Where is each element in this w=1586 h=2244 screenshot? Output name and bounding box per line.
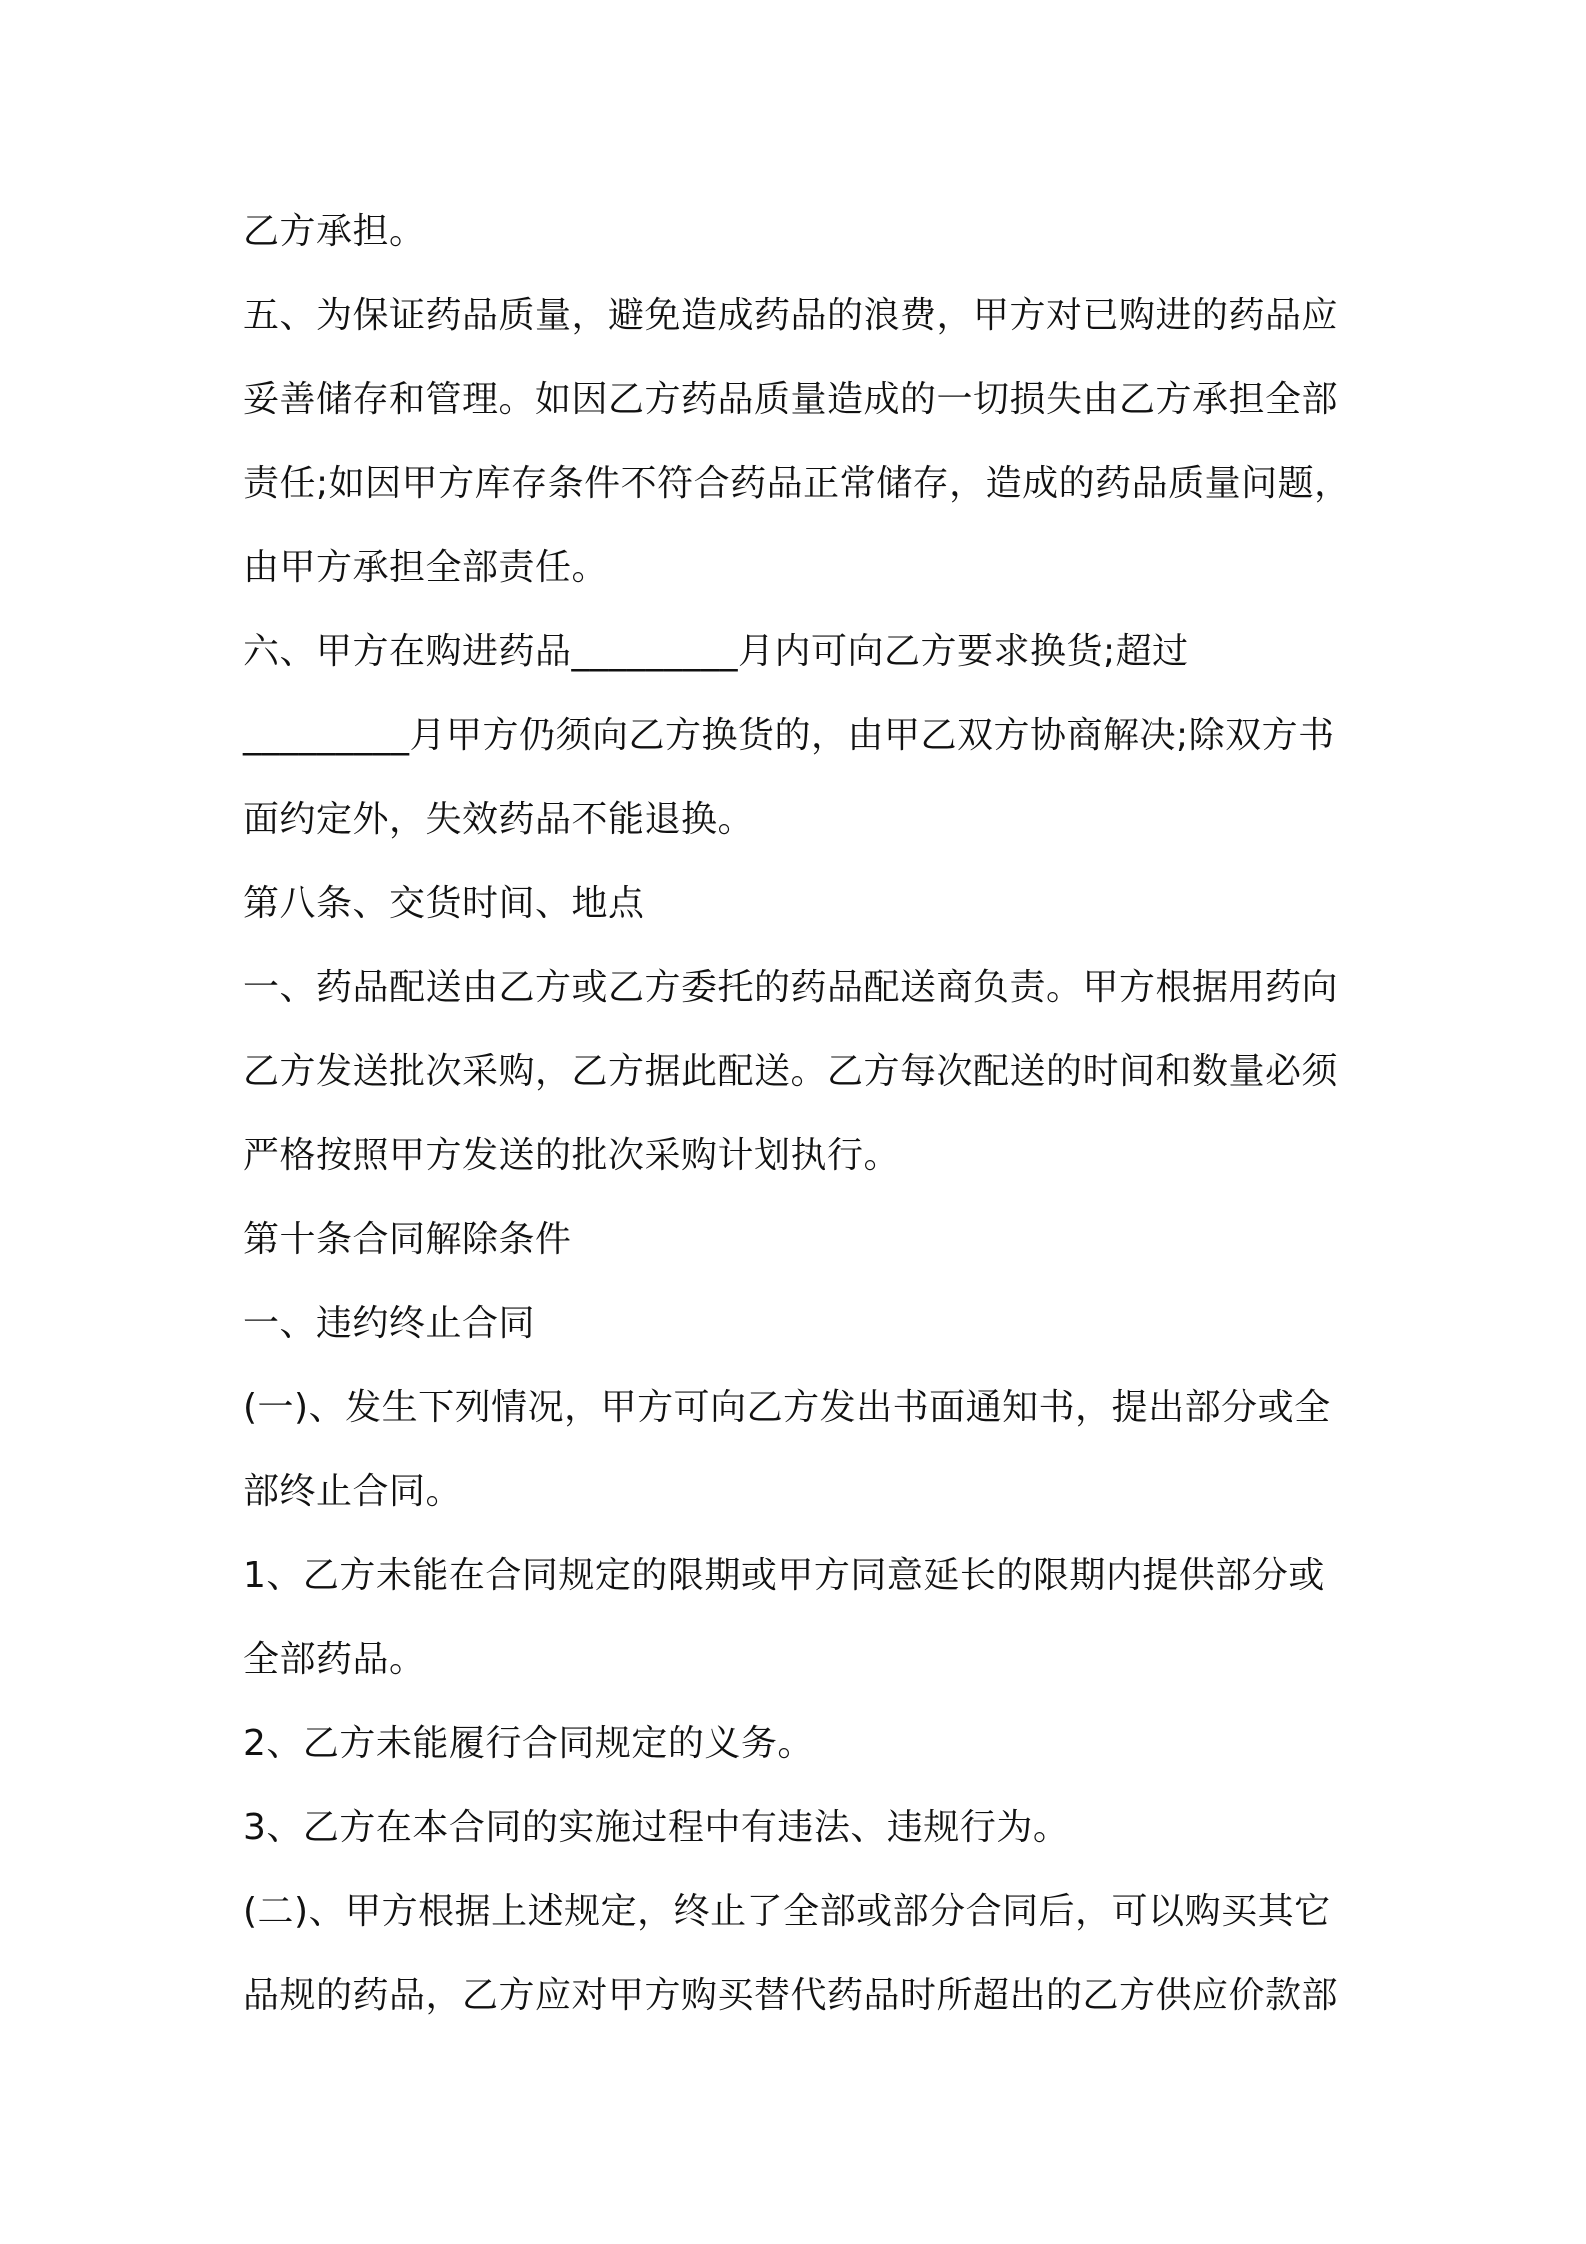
text-line: 一、药品配送由乙方或乙方委托的药品配送商负责。甲方根据用药向: [243, 967, 1339, 1008]
text-line: 1、乙方未能在合同规定的限期或甲方同意延长的限期内提供部分或: [243, 1555, 1325, 1596]
text-line: 严格按照甲方发送的批次采购计划执行。: [243, 1135, 901, 1176]
text-line: _________月甲方仍须向乙方换货的，由甲乙双方协商解决;除双方书: [243, 715, 1335, 756]
text-line: 由甲方承担全部责任。: [243, 547, 609, 588]
text-line: 面约定外，失效药品不能退换。: [243, 799, 755, 840]
text-line: 责任;如因甲方库存条件不符合药品正常储存，造成的药品质量问题，: [243, 463, 1351, 504]
text-line: 全部药品。: [243, 1639, 426, 1680]
subsection-heading: 一、违约终止合同: [243, 1303, 536, 1344]
section-heading: 第八条、交货时间、地点: [243, 883, 645, 924]
text-line: 部终止合同。: [243, 1471, 463, 1512]
text-line: 乙方发送批次采购，乙方据此配送。乙方每次配送的时间和数量必须: [243, 1051, 1339, 1092]
text-line: 2、乙方未能履行合同规定的义务。: [243, 1723, 814, 1764]
text-line: 六、甲方在购进药品_________月内可向乙方要求换货;超过: [243, 631, 1189, 672]
text-line: 五、为保证药品质量，避免造成药品的浪费，甲方对已购进的药品应: [243, 295, 1339, 336]
text-line: 品规的药品，乙方应对甲方购买替代药品时所超出的乙方供应价款部: [243, 1975, 1339, 2016]
section-heading: 第十条合同解除条件: [243, 1219, 572, 1260]
text-line: (二)、甲方根据上述规定，终止了全部或部分合同后，可以购买其它: [243, 1891, 1331, 1932]
contract-body-text: [243, 190, 1363, 2038]
text-line: 乙方承担。: [243, 211, 426, 252]
text-line: (一)、发生下列情况，甲方可向乙方发出书面通知书，提出部分或全: [243, 1387, 1331, 1428]
text-line: 3、乙方在本合同的实施过程中有违法、违规行为。: [243, 1807, 1070, 1848]
text-line: 妥善储存和管理。如因乙方药品质量造成的一切损失由乙方承担全部: [243, 379, 1339, 420]
